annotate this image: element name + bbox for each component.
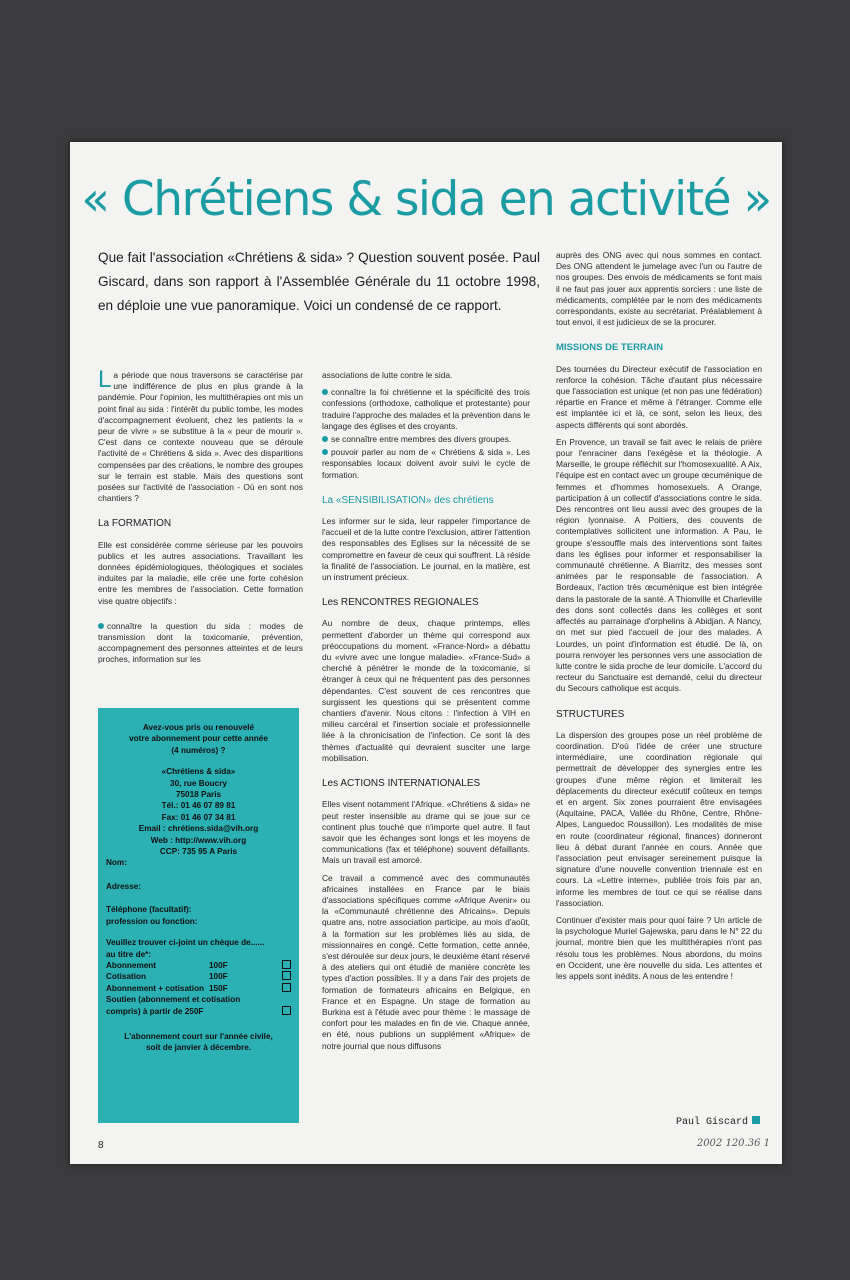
column-1	[98, 366, 303, 672]
author-signature: Paul Giscard	[676, 1116, 760, 1128]
col2-bullet-2: se connaître entre membres des divers groupes.	[322, 434, 530, 445]
heading-structures: STRUCTURES	[556, 708, 625, 720]
col2-paragraph-2: Au nombre de deux, chaque printemps, elles permettent d'aborder un thème qui correspond aux préoccupations du moment. «France-Nord» a débattu du «vivre avec une longue maladie». «France-Sud» a cherché à pénétrer le monde de la toxicomanie, si étranger à ceux qui ne fréquentent pas des personnes dépendantes. C'est souvent de ces rencontres que surgissent les questions qui se présentent comme chantiers d'avenir. Nous citons : l'infection à VIH en milieu carcéral et l'insertion sociale et professionnelle liée à la chronicisation de l'infection. Ce sont là des thèmes d'actualité qui devraient susciter une large mobilisation.	[322, 618, 530, 763]
option-row: Soutien (abonnement et cotisation compris) à partir de 250F	[106, 994, 291, 1017]
col3-paragraph-3: La dispersion des groupes pose un réel problème de coordination. D'où l'idée de créer une structure intermédiaire, une coordination régionale qui permettrait de développer des synergies entre les groupes d'une même région et limiterait les déplacements du directeur exécutif coûteux en temps et en argent. Six zones pourraient être envisagées (Aquitaine, PACA, Vallée du Rhône, Centre, Rhône-Alpes, Languedoc Roussillon). Les modalités de mise en route (coordinateur régional, finances) donneront lieu à débat durant l'année en cours. Année que l'association peut envisager sereinement puisque la signature d'une nouvelle convention triennale est en cours. La «Lettre interne», publiée trois fois par an, informe les membres de tout ce qui se réalise dans l'association.	[556, 729, 762, 908]
bullet-dot-icon	[322, 449, 328, 455]
col3-paragraph-1: Des tournées du Directeur exécutif de l'association en renforce la cohésion. Tâche d'autant plus nécessaire que l'association est unique (et non pas une fédération) répartie en France et même à l'étranger. Comme elle est implantée ici et là, ce sont, selon les lieux, des aspects différents qui sont abordés.	[556, 363, 762, 430]
checkbox[interactable]	[282, 983, 291, 992]
page-number: 8	[98, 1140, 104, 1151]
box-line: votre abonnement pour cette année	[129, 734, 268, 744]
box-ccp: CCP: 735 95 A Paris	[159, 847, 238, 857]
drop-cap: L	[98, 366, 112, 393]
col1-bullet-1: connaître la question du sida : modes de transmission dont la toxicomanie, prévention, accompagnement des personnes atteintes et de leurs proches, information sur les	[98, 620, 303, 665]
col1-paragraph-1: La période que nous traversons se caractérise par une indifférence de plus en plus grande à la pandémie. Pour l'opinion, les multithérapies ont mis un point final au sida : l'intérêt du public tombe, les modes d'accompagnement évoluent, chez les patients la « peur de vivre » se substitue à la « peur de mourir ». C'est dans ce contexte nouveau que se déroule l'activité de « Chrétiens & sida ». Avec des disparitions compensées par des créations, le nombre des groupes sur le terrain est stable. Mais des questions sont posées sur l'activité de l'association - Où en sont nos chantiers ?	[98, 366, 303, 504]
form-telephone: Téléphone (facultatif):	[106, 905, 192, 915]
box-footer: L'abonnement court sur l'année civile,	[124, 1031, 273, 1041]
col2-paragraph-4: Ce travail a commencé avec des communautés africaines installées en France par le biais d'associations spécifiques comme «Afrique Avenir» ou la «Communauté chrétienne des Africains». Depuis quatre ans, notre association participe, au mois d'août, à la formation sur les problèmes liés au sida, de missionnaires en congé. Cette formation, cette année, s'est déroulée sur deux jours, le deuxième étant réservé à des ateliers qui ont étudié de manière concrète les types d'action possibles. Il y a dans l'air des projets de formation de formateurs africains en Belgique, en France et en Espagne. Un stage de formation au Burkina est à l'étude avec pour thème : le massage de confort pour les malades en fin de vie. Chaque année, en été, nous publions un supplément «Afrique» de notre journal que nous diffusons	[322, 872, 530, 1051]
col2-paragraph-3: Elles visent notamment l'Afrique. «Chrétiens & sida» ne peut rester insensible au drame qui se joue sur ce continent plus touché que n'importe quel autre. Il faut savoir que les échanges sont longs et les moyens de communications (fax et téléphone) souvent défaillants. Mais un travail est amorcé.	[322, 799, 530, 866]
box-email: Email : chrétiens.sida@vih.org	[138, 824, 259, 834]
subscription-box	[98, 708, 299, 1123]
form-cheque: au titre de*:	[106, 949, 152, 959]
heading-rencontres: Les RENCONTRES REGIONALES	[322, 597, 479, 609]
bullet-dot-icon	[98, 623, 104, 629]
col3-paragraph-0: auprès des ONG avec qui nous sommes en contact. Des ONG attendent le jumelage avec l'un ou l'autre de nos groupes. Des envois de médicaments se font mais il ne faut pas jouer aux apprentis sorciers : une liste de médicaments, complétée par le nom des médicaments correspondants, existe au secrétariat. Préalablement à tout envoi, il est judicieux de se la procurer.	[556, 250, 762, 328]
magazine-page	[70, 142, 782, 1164]
option-row: Abonnement 100F	[106, 960, 291, 971]
heading-sensibilisation: La «SENSIBILISATION» des chrétiens	[322, 494, 494, 506]
handwritten-note: 2002 120.36 1	[696, 1138, 770, 1149]
col2-bullet-3: pouvoir parler au nom de « Chrétiens & sida ». Les responsables locaux doivent avoir suivi le cycle de formation.	[322, 447, 530, 480]
heading-missions: MISSIONS DE TERRAIN	[556, 342, 664, 354]
form-profession: profession ou fonction:	[106, 916, 198, 926]
page-title: « Chrétiens & sida en activité »	[81, 172, 771, 227]
col3-paragraph-4: Continuer d'exister mais pour quoi faire ? Un article de la psychologue Muriel Gajewska, paru dans le N° 22 du journal, montre bien que les multithérapies n'ont pas résolu tous les problèmes. Nous abordons, du moins en Occident, une ère nouvelle du sida. Les attentes et les appels sont inédits. A nous de les entendre !	[556, 914, 762, 981]
box-org: «Chrétiens & sida»	[161, 767, 236, 777]
form-nom: Nom:	[106, 858, 127, 868]
checkbox[interactable]	[282, 1006, 291, 1015]
box-web: Web : http://www.vih.org	[150, 835, 247, 845]
box-address: 75018 Paris	[175, 790, 222, 800]
column-3	[556, 250, 762, 988]
box-tel: Tél.: 01 46 07 89 81	[161, 801, 236, 811]
col2-paragraph-1: Les informer sur le sida, leur rappeler l'importance de l'accueil et de la lutte contre l'exclusion, attirer l'attention des responsables des Eglises sur la nécessité de se compromettre en faveur de ceux qui souffrent. Là réside la finalité de l'association. Le journal, en la matière, est un instrument précieux.	[322, 516, 530, 583]
box-fax: Fax: 01 46 07 34 81	[161, 812, 236, 822]
heading-actions: Les ACTIONS INTERNATIONALES	[322, 778, 481, 790]
box-address: 30, rue Boucry	[170, 778, 227, 788]
col2-bullet-1: connaître la foi chrétienne et la spécificité des trois confessions (orthodoxe, catholique et protestante) pour traduire l'approche des malades et la prévention dans le langage des églises et des croyants.	[322, 387, 530, 431]
box-line: (4 numéros) ?	[171, 745, 226, 755]
option-row: Abonnement + cotisation 150F	[106, 983, 291, 994]
box-line: Avez-vous pris ou renouvelé	[142, 723, 255, 732]
col1-paragraph-2: Elle est considérée comme sérieuse par les pouvoirs publics et les autres associations. Travaillant les données épidémiologiques, théologiques et sociales induites par la maladie, elle crée une forte cohésion entre les membres de l'association. Cette formation vise quatre objectifs :	[98, 539, 303, 606]
form-adresse: Adresse:	[106, 881, 142, 891]
intro-paragraph: Que fait l'association «Chrétiens & sida» ? Question souvent posée. Paul Giscard, dans son rapport à l'Assemblée Générale du 11 octobre 1998, en déploie une vue panoramique. Voici un condensé de ce rapport.	[98, 250, 540, 313]
bullet-dot-icon	[322, 389, 328, 395]
box-footer: soit de janvier à décembre.	[145, 1043, 252, 1053]
checkbox[interactable]	[282, 971, 291, 980]
checkbox[interactable]	[282, 960, 291, 969]
bullet-dot-icon	[322, 436, 328, 442]
form-cheque: Veuillez trouver ci-joint un chèque de......	[106, 938, 265, 948]
square-end-mark-icon	[752, 1116, 760, 1124]
col2-paragraph-0: associations de lutte contre le sida.	[322, 370, 453, 380]
option-row: Cotisation 100F	[106, 971, 291, 982]
col3-paragraph-2: En Provence, un travail se fait avec le relais de prière pour l'enraciner dans l'exégèse et la théologie. A Marseille, le groupe réfléchit sur l'homosexualité. A Aix, l'équipe est en contact avec un groupe œcuménique de femmes et d'hommes homosexuels. A Orange, participation à un collectif d'associations contre le sida. Des rencontres ont lieu aussi avec des groupes de la région lyonnaise. A Poitiers, des couvents de contemplatives sollicitent une information. A Pau, le groupe s'essouffle mais des interventions sont faites dans les églises pour informer et responsabiliser la communauté chrétienne. A Biarritz, des messes sont animées par le responsable de l'association. A Bordeaux, l'action très œcuménique est bien intégrée dans la pastorale de la santé. A Thionville et Charleville des dons sont collectés dans les collèges et sont affectés au parrainage d'orphelins à Abidjan. A Nancy, on met sur pied l'accueil de jour des malades. A Lourdes, un point d'information est étudié. De là, on pourra renvoyer les personnes vers une association de lutte contre le sida proche de leur domicile. L'accord du recteur du Sanctuaire est demandé, celui du directeur du Secours catholique est acquis.	[556, 436, 762, 694]
heading-formation: La FORMATION	[98, 518, 172, 530]
column-2	[322, 370, 530, 1058]
